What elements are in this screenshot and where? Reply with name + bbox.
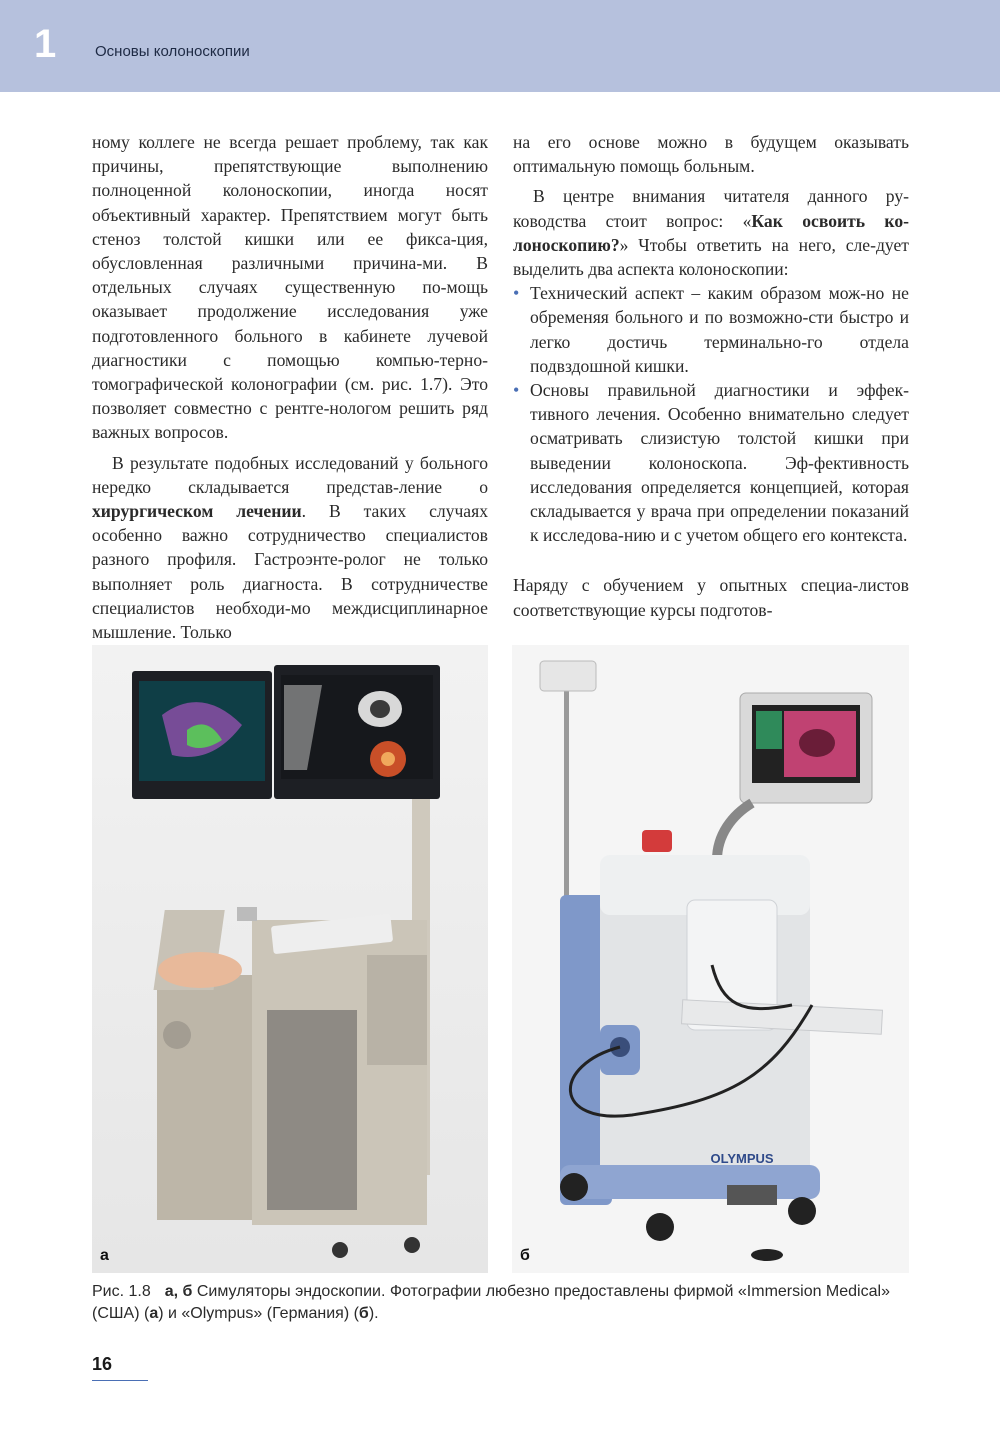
- figure-number: Рис. 1.8: [92, 1283, 151, 1300]
- photo-simulator-b: [512, 645, 909, 1273]
- simulator-a-illustration: [92, 645, 488, 1273]
- list-item: • Основы правильной диагностики и эффек-тивного лечения. Особенно внимательно следует осматривать слизистую толстой кишки при выведении колоноскопа. Эф-фективность исследования определяется концепцией, которая складывается у врача при определении показаний к исследова-нию и с учетом общего его контекста.: [513, 378, 909, 547]
- figure-label-a: а: [100, 1247, 109, 1264]
- chapter-title: Основы колоноскопии: [95, 43, 250, 60]
- paragraph: ному коллеге не всегда решает проблему, так как причины, препятствующие выполнению полноценной колоноскопии, иногда носят объективный характер. Препятствием могут быть стеноз толстой кишки или ее фикса-ция, обусловленная различными причина-ми. В отдельных случаях существенную по-мощь оказывает продолжение исследования уже подготовленного больного в кабинете лучевой диагностики с помощью компью-терно-томографической колонографии (см. рис. 1.7). Это позволяет совместно с рентге-нологом решить ряд важных вопросов.: [92, 132, 488, 443]
- paragraph: В результате подобных исследований у больного нередко складывается представ-ление о хирургическом лечении. В таких случаях особенно важно сотрудничество специалистов разного профиля. Гастроэнте-ролог не только выполняет роль диагноста. В сотрудничестве специалистов необходи-мо междисциплинарное мышление. Только: [92, 452, 489, 643]
- simulator-b-illustration: [512, 645, 909, 1273]
- paragraph: на его основе можно в будущем оказывать оптимальную помощь больным.: [513, 132, 909, 177]
- caption-bold-labels: а, б: [164, 1283, 193, 1300]
- bullet-list: [513, 281, 909, 547]
- bold-term: Как освоить ко-лоноскопию?: [513, 210, 909, 255]
- photo-simulator-a: [92, 645, 488, 1273]
- chapter-number: 1: [34, 22, 57, 66]
- list-item: • Технический аспект – каким образом мож-но не обременяя больного и по возможно-сти быстро и легко достичь терминально-го отдела подвздошной кишки.: [513, 281, 909, 378]
- bold-term: хирургическом лечении: [92, 501, 302, 522]
- paragraph: Наряду с обучением у опытных специа-листов соответствующие курсы подготов-: [513, 575, 909, 620]
- paragraph: В центре внимания читателя данного ру-ководства стоит вопрос: «Как освоить ко-лоноскопию?» Чтобы ответить на него, сле-дует выделить два аспекта колоноскопии:: [513, 186, 909, 280]
- figure-label-b: б: [520, 1247, 530, 1264]
- left-column: [92, 130, 488, 644]
- page-number-rule: [92, 1380, 148, 1381]
- page-number: 16: [92, 1354, 113, 1374]
- chapter-header: [0, 0, 1000, 92]
- right-column: [513, 130, 909, 622]
- figure-caption: Рис. 1.8 а, б Симуляторы эндоскопии. Фотографии любезно предоставлены фирмой «Immersion Medical» (США) (а) и «Olympus» (Германия) (б).: [92, 1283, 890, 1322]
- olympus-logo-text: OLYMPUS: [710, 1151, 774, 1166]
